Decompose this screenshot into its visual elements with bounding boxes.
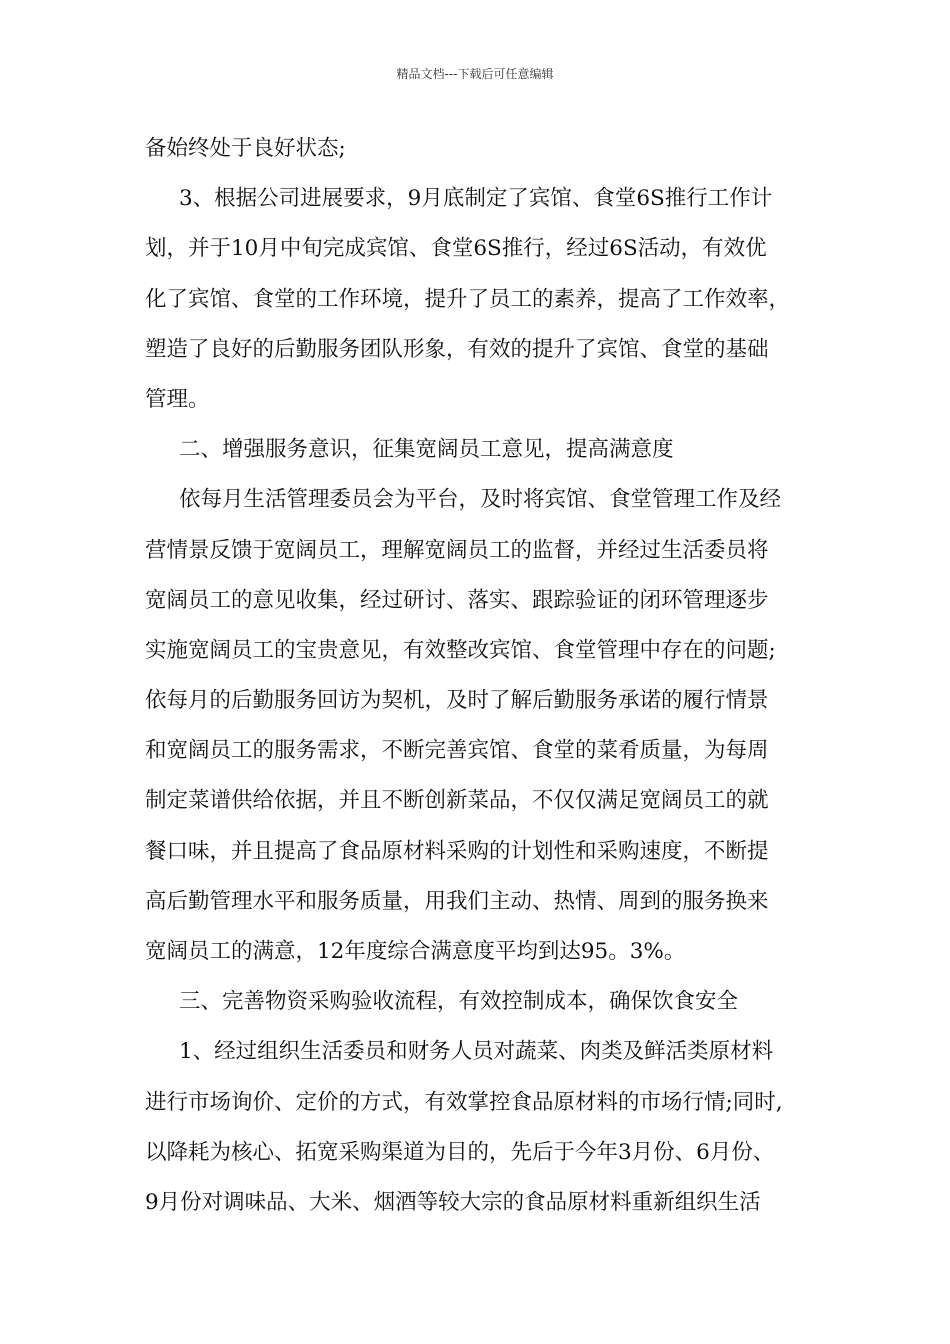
- text-line: 进行市场询价、定价的方式，有效掌控食品原材料的市场行情;同时,: [145, 1089, 783, 1115]
- document-body: [145, 124, 825, 1228]
- text-line: 制定菜谱供给依据，并且不断创新菜品，不仅仅满足宽阔员工的就: [145, 788, 769, 814]
- text-line: 化了宾馆、食堂的工作环境，提升了员工的素养，提高了工作效率，: [145, 286, 791, 312]
- text-line: 营情景反馈于宽阔员工，理解宽阔员工的监督，并经过生活委员将: [145, 537, 769, 563]
- text-line: 实施宽阔员工的宝贵意见，有效整改宾馆、食堂管理中存在的问题;: [145, 637, 776, 663]
- text-line: 塑造了良好的后勤服务团队形象，有效的提升了宾馆、食堂的基础: [145, 336, 769, 362]
- text-line: 餐口味，并且提高了食品原材料采购的计划性和采购速度，不断提: [145, 838, 769, 864]
- text-line: 9月份对调味品、大米、烟酒等较大宗的食品原材料重新组织生活: [145, 1189, 761, 1215]
- text-line: 宽阔员工的意见收集，经过研讨、落实、跟踪验证的闭环管理逐步: [145, 587, 769, 613]
- text-line: 以降耗为核心、拓宽采购渠道为目的，先后于今年3月份、6月份、: [145, 1139, 775, 1165]
- text-line: 管理。: [145, 386, 210, 412]
- text-line: 和宽阔员工的服务需求，不断完善宾馆、食堂的菜肴质量，为每周: [145, 738, 769, 764]
- text-line: 二、增强服务意识，征集宽阔员工意见，提高满意度: [179, 437, 674, 463]
- text-line: 依每月生活管理委员会为平台，及时将宾馆、食堂管理工作及经: [179, 487, 782, 513]
- text-line: 宽阔员工的满意，12年度综合满意度平均到达95。3%。: [145, 939, 686, 964]
- text-line: 划，并于10月中旬完成宾馆、食堂6S推行，经过6S活动，有效优: [145, 236, 767, 262]
- text-line: 三、完善物资采购验收流程，有效控制成本，确保饮食安全: [179, 989, 739, 1015]
- text-line: 备始终处于良好状态;: [145, 136, 346, 161]
- page-header: 精品文档---下载后可任意编辑: [396, 67, 554, 81]
- text-line: 1、经过组织生活委员和财务人员对蔬菜、肉类及鲜活类原材料: [179, 1039, 774, 1065]
- text-line: 依每月的后勤服务回访为契机，及时了解后勤服务承诺的履行情景: [145, 688, 769, 714]
- text-line: 高后勤管理水平和服务质量，用我们主动、热情、周到的服务换来: [145, 888, 769, 914]
- text-line: 3、根据公司进展要求，9月底制定了宾馆、食堂6S推行工作计: [179, 186, 773, 212]
